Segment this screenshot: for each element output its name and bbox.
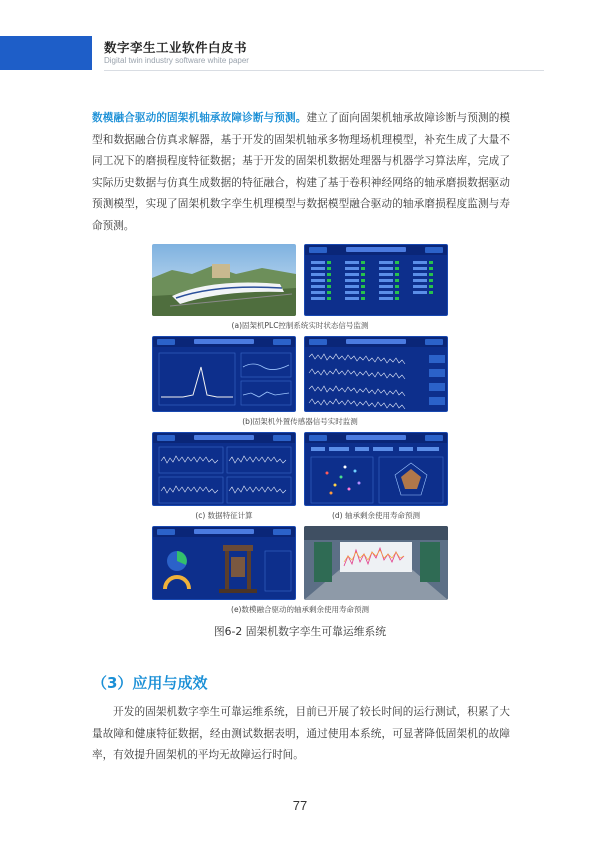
bearing-model-view (153, 527, 296, 600)
figure-e-model-panel (152, 526, 296, 600)
factory-scene-image (304, 526, 448, 600)
rul-scatter-radar (305, 433, 448, 506)
header-subtitle: Digital twin industry software white paper (104, 56, 249, 65)
figure-title: 图6-2 固架机数字孪生可靠运维系统 (213, 625, 387, 638)
figure-b-sensor-panel-left (152, 336, 296, 412)
figure-e-factory-scene (304, 526, 448, 600)
figure-b-sensor-panel-right (304, 336, 448, 412)
feature-waveforms (153, 433, 296, 506)
caption-a: (a)固架机PLC控制系统实时状态信号监测 (231, 321, 369, 330)
section-heading: （3）应用与成效 (92, 674, 208, 692)
status-indicator-grid (305, 245, 448, 316)
paragraph-lead: 数模融合驱动的固架机轴承故障诊断与预测。 (92, 112, 307, 124)
header-title: 数字孪生工业软件白皮书 (104, 40, 248, 55)
caption-c: (c) 数据特征计算 (195, 511, 253, 520)
caption-b: (b)固架机外置传感器信号实时监测 (242, 417, 358, 426)
caption-e: (e)数模融合驱动的轴承剩余使用寿命预测 (231, 605, 369, 614)
caption-d: (d) 轴承剩余使用寿命预测 (332, 511, 420, 520)
sensor-waveform-right (305, 337, 448, 412)
sensor-waveform-left (153, 337, 296, 412)
figure-a-status-panel (304, 244, 448, 316)
results-paragraph: 开发的固架机数字孪生可靠运维系统，目前已开展了较长时间的运行测试，积累了大量故障和健康特征数据，经由测试数据表明，通过使用本系统，可显著降低固架机的故障率，有效提升固架机的平均无故障运行时间。 (92, 706, 510, 761)
figure-d-rul-panel (304, 432, 448, 506)
paragraph-text: 建立了面向固架机轴承故障诊断与预测的模型和数据融合仿真求解器，基于开发的固架机轴承多物理场机理模型，补充生成了大量不同工况下的磨损程度特征数据；基于开发的固架机数据处理器与机器学习算法库，完成了实际历史数据与仿真生成数据的特征融合，构建了基于卷积神经网络的轴承磨损数据驱动预测模型，实现了固架机数字孪生机理模型与数据模型融合驱动的轴承磨损程度监测与寿命预测。 (92, 112, 511, 232)
figure-a-scene (152, 244, 296, 316)
header-divider (104, 70, 544, 71)
header-accent-bar (0, 36, 92, 70)
page-number: 77 (292, 798, 308, 813)
intro-paragraph (92, 108, 510, 237)
figure-c-feature-panel (152, 432, 296, 506)
train-scene-image (152, 244, 296, 316)
